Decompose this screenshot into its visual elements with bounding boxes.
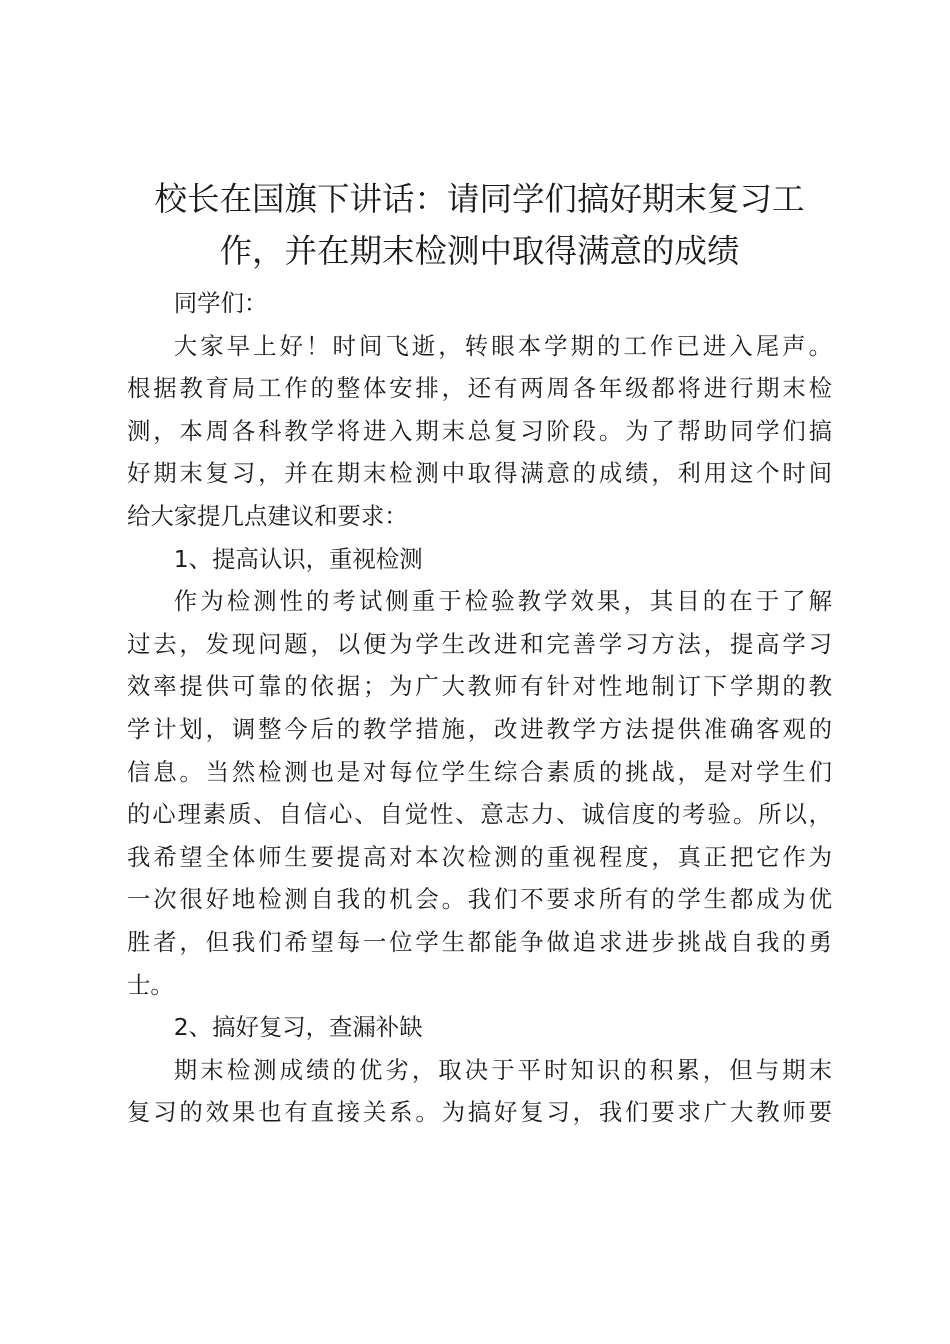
paragraph-line: 士。 xyxy=(127,970,174,999)
title-line-1: 校长在国旗下讲话：请同学们搞好期末复习工 xyxy=(154,180,805,218)
paragraph-line: 测，本周各科教学将进入期末总复习阶段。为了帮助同学们搞 xyxy=(127,416,832,445)
paragraph-line: 复习的效果也有直接关系。为搞好复习，我们要求广大教师要 xyxy=(127,1098,832,1127)
paragraph-1 xyxy=(127,325,832,538)
paragraph-line: 根据教育局工作的整体安排，还有两周各年级都将进行期末检 xyxy=(127,374,832,403)
section-heading-line: 1、提高认识，重视检测 xyxy=(173,544,423,573)
title-line-2: 作，并在期末检测中取得满意的成绩 xyxy=(219,232,740,270)
section-heading-line: 2、搞好复习，查漏补缺 xyxy=(173,1013,423,1042)
paragraph-3 xyxy=(127,1049,832,1134)
paragraph-line: 一次很好地检测自我的机会。我们不要求所有的学生都成为优 xyxy=(127,885,832,914)
paragraph-line: 期末检测成绩的优劣，取决于平时知识的积累，但与期末 xyxy=(173,1055,832,1084)
paragraph-line: 效率提供可靠的依据；为广大教师有针对性地制订下学期的教 xyxy=(127,672,832,701)
salutation-line: 同学们： xyxy=(173,289,268,317)
paragraph-line: 胜者，但我们希望每一位学生都能争做追求进步挑战自我的勇 xyxy=(127,927,832,956)
salutation xyxy=(127,282,832,325)
document-page xyxy=(127,173,832,1134)
paragraph-2 xyxy=(127,580,832,1006)
paragraph-line: 过去，发现问题，以便为学生改进和完善学习方法，提高学习 xyxy=(127,629,832,658)
paragraph-line: 信息。当然检测也是对每位学生综合素质的挑战，是对学生们 xyxy=(127,757,832,786)
document-title xyxy=(127,173,832,277)
paragraph-line: 学计划，调整今后的教学措施，改进教学方法提供准确客观的 xyxy=(127,714,832,743)
section-heading-1 xyxy=(127,538,832,581)
section-heading-2 xyxy=(127,1006,832,1049)
paragraph-line: 给大家提几点建议和要求： xyxy=(127,501,408,530)
document-body xyxy=(127,282,832,1134)
paragraph-line: 大家早上好！时间飞逝，转眼本学期的工作已进入尾声。 xyxy=(173,331,832,360)
paragraph-line: 我希望全体师生要提高对本次检测的重视程度，真正把它作为 xyxy=(127,842,832,871)
paragraph-line: 好期末复习，并在期末检测中取得满意的成绩，利用这个时间 xyxy=(127,459,832,488)
paragraph-line: 的心理素质、自信心、自觉性、意志力、诚信度的考验。所以， xyxy=(127,800,832,829)
paragraph-line: 作为检测性的考试侧重于检验教学效果，其目的在于了解 xyxy=(173,587,832,616)
